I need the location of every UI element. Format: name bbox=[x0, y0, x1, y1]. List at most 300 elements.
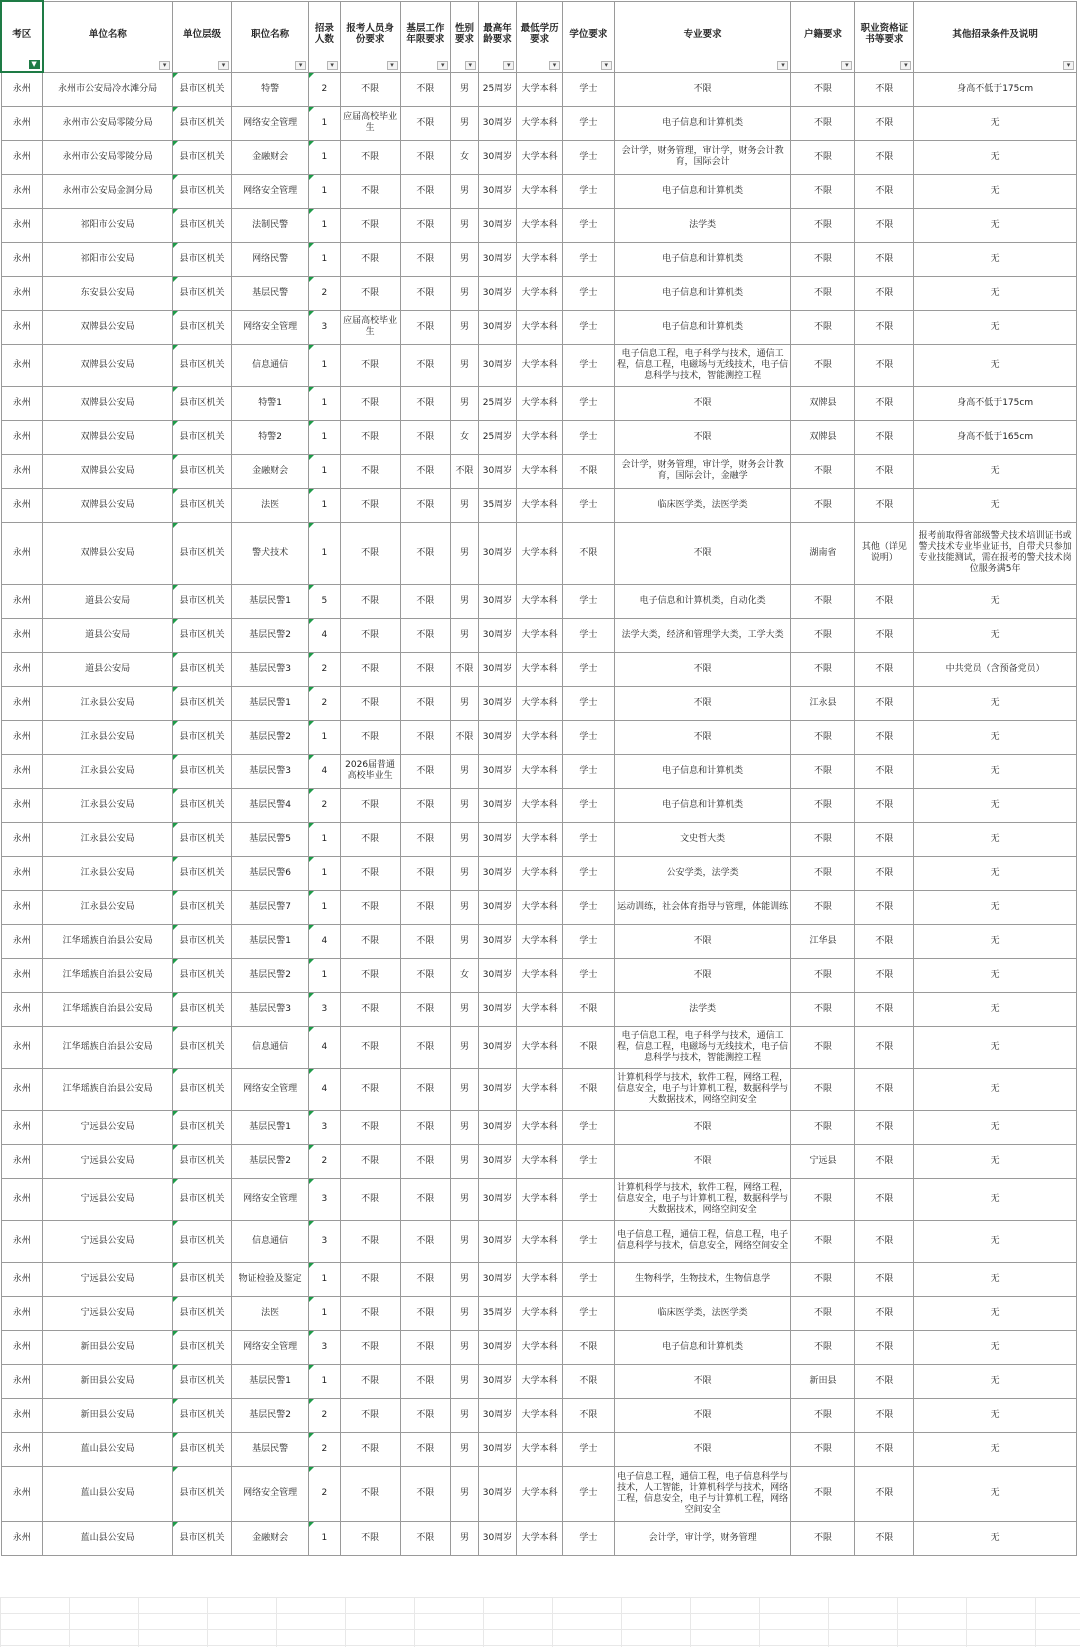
cell-degree[interactable]: 学士 bbox=[562, 1296, 614, 1330]
cell-district[interactable]: 永州 bbox=[1, 174, 43, 208]
cell-identity[interactable]: 不限 bbox=[340, 992, 400, 1026]
cell-unit[interactable]: 永州市公安局零陵分局 bbox=[43, 106, 173, 140]
cell-education[interactable]: 大学本科 bbox=[517, 822, 563, 856]
table-row[interactable] bbox=[1, 992, 1077, 1026]
cell-level[interactable]: 县市区机关 bbox=[173, 1364, 232, 1398]
cell-district[interactable]: 永州 bbox=[1, 242, 43, 276]
cell-unit[interactable]: 宁远县公安局 bbox=[43, 1296, 173, 1330]
table-row[interactable] bbox=[1, 822, 1077, 856]
cell-unit[interactable]: 蓝山县公安局 bbox=[43, 1521, 173, 1555]
cell-age[interactable]: 30周岁 bbox=[478, 106, 517, 140]
column-header-district[interactable] bbox=[1, 1, 43, 72]
cell-district[interactable]: 永州 bbox=[1, 856, 43, 890]
cell-hukou[interactable]: 不限 bbox=[791, 584, 855, 618]
cell-position[interactable]: 基层民警3 bbox=[232, 992, 309, 1026]
cell-district[interactable]: 永州 bbox=[1, 454, 43, 488]
cell-level[interactable]: 县市区机关 bbox=[173, 1432, 232, 1466]
cell-hukou[interactable]: 不限 bbox=[791, 1398, 855, 1432]
cell-age[interactable]: 30周岁 bbox=[478, 1110, 517, 1144]
cell-grassroots[interactable]: 不限 bbox=[400, 386, 451, 420]
cell-degree[interactable]: 学士 bbox=[562, 344, 614, 386]
cell-unit[interactable]: 永州市公安局零陵分局 bbox=[43, 140, 173, 174]
cell-age[interactable]: 30周岁 bbox=[478, 310, 517, 344]
cell-position[interactable]: 信息通信 bbox=[232, 1026, 309, 1068]
table-row[interactable] bbox=[1, 1144, 1077, 1178]
cell-unit[interactable]: 道县公安局 bbox=[43, 584, 173, 618]
cell-degree[interactable]: 学士 bbox=[562, 618, 614, 652]
cell-level[interactable]: 县市区机关 bbox=[173, 958, 232, 992]
filter-dropdown-icon[interactable]: ▾ bbox=[601, 61, 612, 70]
cell-district[interactable]: 永州 bbox=[1, 1330, 43, 1364]
cell-district[interactable]: 永州 bbox=[1, 924, 43, 958]
cell-major[interactable]: 不限 bbox=[614, 420, 791, 454]
cell-age[interactable]: 30周岁 bbox=[478, 584, 517, 618]
column-header-age[interactable] bbox=[478, 1, 517, 72]
table-row[interactable] bbox=[1, 1068, 1077, 1110]
cell-unit[interactable]: 蓝山县公安局 bbox=[43, 1432, 173, 1466]
cell-degree[interactable]: 学士 bbox=[562, 106, 614, 140]
cell-identity[interactable]: 不限 bbox=[340, 1364, 400, 1398]
cell-position[interactable]: 基层民警2 bbox=[232, 1144, 309, 1178]
cell-level[interactable]: 县市区机关 bbox=[173, 686, 232, 720]
cell-education[interactable]: 大学本科 bbox=[517, 720, 563, 754]
cell-hukou[interactable]: 不限 bbox=[791, 1068, 855, 1110]
cell-certificate[interactable]: 不限 bbox=[855, 1364, 914, 1398]
cell-education[interactable]: 大学本科 bbox=[517, 924, 563, 958]
table-row[interactable] bbox=[1, 1026, 1077, 1068]
filter-dropdown-icon[interactable]: ▾ bbox=[327, 61, 338, 70]
cell-identity[interactable]: 2026届普通高校毕业生 bbox=[340, 754, 400, 788]
cell-position[interactable]: 基层民警2 bbox=[232, 720, 309, 754]
cell-district[interactable]: 永州 bbox=[1, 584, 43, 618]
cell-degree[interactable]: 学士 bbox=[562, 140, 614, 174]
column-header-grassroots[interactable] bbox=[400, 1, 451, 72]
cell-major[interactable]: 不限 bbox=[614, 652, 791, 686]
cell-major[interactable]: 计算机科学与技术，软件工程，网络工程，信息安全，电子与计算机工程，数据科学与大数据技术，网络空间安全 bbox=[614, 1068, 791, 1110]
cell-major[interactable]: 电子信息和计算机类 bbox=[614, 310, 791, 344]
cell-unit[interactable]: 双牌县公安局 bbox=[43, 420, 173, 454]
cell-grassroots[interactable]: 不限 bbox=[400, 242, 451, 276]
cell-district[interactable]: 永州 bbox=[1, 652, 43, 686]
cell-education[interactable]: 大学本科 bbox=[517, 1110, 563, 1144]
table-row[interactable] bbox=[1, 1220, 1077, 1262]
cell-district[interactable]: 永州 bbox=[1, 1110, 43, 1144]
cell-grassroots[interactable]: 不限 bbox=[400, 618, 451, 652]
cell-other[interactable]: 无 bbox=[914, 788, 1077, 822]
cell-district[interactable]: 永州 bbox=[1, 720, 43, 754]
cell-education[interactable]: 大学本科 bbox=[517, 344, 563, 386]
cell-grassroots[interactable]: 不限 bbox=[400, 1398, 451, 1432]
cell-identity[interactable]: 不限 bbox=[340, 420, 400, 454]
cell-gender[interactable]: 男 bbox=[451, 924, 478, 958]
cell-count[interactable]: 1 bbox=[309, 208, 340, 242]
cell-other[interactable]: 无 bbox=[914, 618, 1077, 652]
filter-dropdown-icon[interactable]: ▾ bbox=[218, 61, 229, 70]
column-header-other[interactable] bbox=[914, 1, 1077, 72]
table-row[interactable] bbox=[1, 386, 1077, 420]
cell-education[interactable]: 大学本科 bbox=[517, 686, 563, 720]
cell-degree[interactable]: 学士 bbox=[562, 924, 614, 958]
cell-count[interactable]: 1 bbox=[309, 720, 340, 754]
cell-count[interactable]: 1 bbox=[309, 958, 340, 992]
cell-certificate[interactable]: 不限 bbox=[855, 454, 914, 488]
cell-education[interactable]: 大学本科 bbox=[517, 856, 563, 890]
cell-count[interactable]: 3 bbox=[309, 310, 340, 344]
filter-dropdown-icon[interactable]: ▾ bbox=[465, 61, 476, 70]
cell-hukou[interactable]: 不限 bbox=[791, 106, 855, 140]
cell-unit[interactable]: 双牌县公安局 bbox=[43, 522, 173, 584]
cell-major[interactable]: 法学大类，经济和管理学大类，工学大类 bbox=[614, 618, 791, 652]
cell-level[interactable]: 县市区机关 bbox=[173, 276, 232, 310]
cell-level[interactable]: 县市区机关 bbox=[173, 310, 232, 344]
filter-dropdown-icon[interactable]: ▾ bbox=[900, 61, 911, 70]
cell-grassroots[interactable]: 不限 bbox=[400, 174, 451, 208]
cell-district[interactable]: 永州 bbox=[1, 1432, 43, 1466]
cell-grassroots[interactable]: 不限 bbox=[400, 1220, 451, 1262]
cell-level[interactable]: 县市区机关 bbox=[173, 242, 232, 276]
cell-grassroots[interactable]: 不限 bbox=[400, 1144, 451, 1178]
cell-unit[interactable]: 江永县公安局 bbox=[43, 754, 173, 788]
cell-level[interactable]: 县市区机关 bbox=[173, 1068, 232, 1110]
table-row[interactable] bbox=[1, 584, 1077, 618]
cell-age[interactable]: 30周岁 bbox=[478, 174, 517, 208]
cell-age[interactable]: 30周岁 bbox=[478, 1144, 517, 1178]
cell-education[interactable]: 大学本科 bbox=[517, 1466, 563, 1521]
cell-grassroots[interactable]: 不限 bbox=[400, 344, 451, 386]
cell-count[interactable]: 1 bbox=[309, 822, 340, 856]
table-row[interactable] bbox=[1, 686, 1077, 720]
cell-certificate[interactable]: 不限 bbox=[855, 1330, 914, 1364]
cell-education[interactable]: 大学本科 bbox=[517, 522, 563, 584]
cell-district[interactable]: 永州 bbox=[1, 310, 43, 344]
cell-degree[interactable]: 学士 bbox=[562, 242, 614, 276]
cell-hukou[interactable]: 不限 bbox=[791, 1026, 855, 1068]
cell-district[interactable]: 永州 bbox=[1, 1144, 43, 1178]
cell-position[interactable]: 基层民警4 bbox=[232, 788, 309, 822]
cell-gender[interactable]: 男 bbox=[451, 386, 478, 420]
cell-hukou[interactable]: 不限 bbox=[791, 1521, 855, 1555]
table-row[interactable] bbox=[1, 754, 1077, 788]
cell-district[interactable]: 永州 bbox=[1, 890, 43, 924]
cell-other[interactable]: 无 bbox=[914, 1178, 1077, 1220]
cell-certificate[interactable]: 不限 bbox=[855, 924, 914, 958]
cell-certificate[interactable]: 不限 bbox=[855, 386, 914, 420]
cell-other[interactable]: 无 bbox=[914, 106, 1077, 140]
cell-gender[interactable]: 男 bbox=[451, 992, 478, 1026]
cell-position[interactable]: 金融财会 bbox=[232, 454, 309, 488]
cell-gender[interactable]: 女 bbox=[451, 140, 478, 174]
cell-age[interactable]: 30周岁 bbox=[478, 754, 517, 788]
table-row[interactable] bbox=[1, 1110, 1077, 1144]
cell-level[interactable]: 县市区机关 bbox=[173, 890, 232, 924]
cell-position[interactable]: 网络民警 bbox=[232, 242, 309, 276]
column-header-count[interactable] bbox=[309, 1, 340, 72]
cell-hukou[interactable]: 不限 bbox=[791, 276, 855, 310]
cell-gender[interactable]: 女 bbox=[451, 958, 478, 992]
cell-hukou[interactable]: 不限 bbox=[791, 1178, 855, 1220]
cell-education[interactable]: 大学本科 bbox=[517, 1296, 563, 1330]
cell-position[interactable]: 法医 bbox=[232, 488, 309, 522]
cell-identity[interactable]: 不限 bbox=[340, 958, 400, 992]
cell-count[interactable]: 1 bbox=[309, 1364, 340, 1398]
cell-district[interactable]: 永州 bbox=[1, 1521, 43, 1555]
cell-certificate[interactable]: 不限 bbox=[855, 1262, 914, 1296]
cell-gender[interactable]: 男 bbox=[451, 106, 478, 140]
table-row[interactable] bbox=[1, 310, 1077, 344]
cell-position[interactable]: 特警 bbox=[232, 72, 309, 106]
cell-other[interactable]: 无 bbox=[914, 488, 1077, 522]
cell-gender[interactable]: 男 bbox=[451, 788, 478, 822]
cell-gender[interactable]: 男 bbox=[451, 1178, 478, 1220]
cell-major[interactable]: 不限 bbox=[614, 1364, 791, 1398]
cell-level[interactable]: 县市区机关 bbox=[173, 106, 232, 140]
cell-unit[interactable]: 江永县公安局 bbox=[43, 720, 173, 754]
cell-hukou[interactable]: 不限 bbox=[791, 310, 855, 344]
cell-count[interactable]: 1 bbox=[309, 856, 340, 890]
cell-degree[interactable]: 学士 bbox=[562, 1110, 614, 1144]
cell-identity[interactable]: 不限 bbox=[340, 584, 400, 618]
cell-hukou[interactable]: 新田县 bbox=[791, 1364, 855, 1398]
cell-position[interactable]: 基层民警1 bbox=[232, 924, 309, 958]
cell-age[interactable]: 30周岁 bbox=[478, 822, 517, 856]
cell-age[interactable]: 30周岁 bbox=[478, 1068, 517, 1110]
cell-certificate[interactable]: 不限 bbox=[855, 174, 914, 208]
cell-identity[interactable]: 不限 bbox=[340, 822, 400, 856]
cell-certificate[interactable]: 不限 bbox=[855, 140, 914, 174]
cell-major[interactable]: 不限 bbox=[614, 386, 791, 420]
cell-age[interactable]: 30周岁 bbox=[478, 720, 517, 754]
cell-level[interactable]: 县市区机关 bbox=[173, 1296, 232, 1330]
cell-certificate[interactable]: 不限 bbox=[855, 1026, 914, 1068]
cell-district[interactable]: 永州 bbox=[1, 1026, 43, 1068]
cell-grassroots[interactable]: 不限 bbox=[400, 454, 451, 488]
cell-age[interactable]: 30周岁 bbox=[478, 1398, 517, 1432]
cell-unit[interactable]: 江永县公安局 bbox=[43, 856, 173, 890]
cell-identity[interactable]: 应届高校毕业生 bbox=[340, 106, 400, 140]
cell-other[interactable]: 无 bbox=[914, 754, 1077, 788]
cell-other[interactable]: 无 bbox=[914, 1521, 1077, 1555]
cell-grassroots[interactable]: 不限 bbox=[400, 420, 451, 454]
table-row[interactable] bbox=[1, 958, 1077, 992]
cell-identity[interactable]: 不限 bbox=[340, 344, 400, 386]
cell-count[interactable]: 3 bbox=[309, 992, 340, 1026]
cell-degree[interactable]: 不限 bbox=[562, 1330, 614, 1364]
cell-identity[interactable]: 不限 bbox=[340, 174, 400, 208]
cell-unit[interactable]: 江永县公安局 bbox=[43, 822, 173, 856]
cell-unit[interactable]: 江永县公安局 bbox=[43, 788, 173, 822]
cell-major[interactable]: 公安学类，法学类 bbox=[614, 856, 791, 890]
cell-count[interactable]: 1 bbox=[309, 344, 340, 386]
cell-hukou[interactable]: 不限 bbox=[791, 890, 855, 924]
cell-other[interactable]: 无 bbox=[914, 584, 1077, 618]
cell-other[interactable]: 无 bbox=[914, 1466, 1077, 1521]
cell-gender[interactable]: 男 bbox=[451, 242, 478, 276]
cell-gender[interactable]: 女 bbox=[451, 420, 478, 454]
cell-unit[interactable]: 双牌县公安局 bbox=[43, 454, 173, 488]
cell-level[interactable]: 县市区机关 bbox=[173, 1521, 232, 1555]
cell-identity[interactable]: 不限 bbox=[340, 1220, 400, 1262]
filter-dropdown-icon[interactable]: ▾ bbox=[549, 61, 560, 70]
cell-major[interactable]: 文史哲大类 bbox=[614, 822, 791, 856]
cell-other[interactable]: 身高不低于165cm bbox=[914, 420, 1077, 454]
cell-education[interactable]: 大学本科 bbox=[517, 454, 563, 488]
cell-age[interactable]: 35周岁 bbox=[478, 1296, 517, 1330]
column-header-unit[interactable] bbox=[43, 1, 173, 72]
cell-other[interactable]: 无 bbox=[914, 1220, 1077, 1262]
cell-identity[interactable]: 不限 bbox=[340, 924, 400, 958]
cell-education[interactable]: 大学本科 bbox=[517, 386, 563, 420]
cell-identity[interactable]: 应届高校毕业生 bbox=[340, 310, 400, 344]
cell-unit[interactable]: 江华瑶族自治县公安局 bbox=[43, 992, 173, 1026]
cell-certificate[interactable]: 不限 bbox=[855, 1178, 914, 1220]
cell-unit[interactable]: 道县公安局 bbox=[43, 652, 173, 686]
cell-hukou[interactable]: 不限 bbox=[791, 488, 855, 522]
cell-major[interactable]: 不限 bbox=[614, 924, 791, 958]
cell-identity[interactable]: 不限 bbox=[340, 1144, 400, 1178]
cell-district[interactable]: 永州 bbox=[1, 1364, 43, 1398]
cell-gender[interactable]: 男 bbox=[451, 822, 478, 856]
cell-level[interactable]: 县市区机关 bbox=[173, 1110, 232, 1144]
cell-count[interactable]: 1 bbox=[309, 1296, 340, 1330]
cell-degree[interactable]: 学士 bbox=[562, 208, 614, 242]
cell-other[interactable]: 无 bbox=[914, 276, 1077, 310]
cell-position[interactable]: 基层民警 bbox=[232, 1432, 309, 1466]
cell-count[interactable]: 5 bbox=[309, 584, 340, 618]
cell-unit[interactable]: 江华瑶族自治县公安局 bbox=[43, 1026, 173, 1068]
cell-level[interactable]: 县市区机关 bbox=[173, 652, 232, 686]
cell-identity[interactable]: 不限 bbox=[340, 454, 400, 488]
cell-certificate[interactable]: 不限 bbox=[855, 822, 914, 856]
cell-grassroots[interactable]: 不限 bbox=[400, 488, 451, 522]
cell-level[interactable]: 县市区机关 bbox=[173, 1330, 232, 1364]
cell-other[interactable]: 无 bbox=[914, 992, 1077, 1026]
cell-hukou[interactable]: 不限 bbox=[791, 1220, 855, 1262]
cell-degree[interactable]: 不限 bbox=[562, 1398, 614, 1432]
cell-unit[interactable]: 蓝山县公安局 bbox=[43, 1466, 173, 1521]
cell-degree[interactable]: 学士 bbox=[562, 174, 614, 208]
cell-age[interactable]: 30周岁 bbox=[478, 992, 517, 1026]
cell-grassroots[interactable]: 不限 bbox=[400, 1466, 451, 1521]
cell-grassroots[interactable]: 不限 bbox=[400, 276, 451, 310]
cell-certificate[interactable]: 不限 bbox=[855, 686, 914, 720]
cell-district[interactable]: 永州 bbox=[1, 618, 43, 652]
cell-education[interactable]: 大学本科 bbox=[517, 276, 563, 310]
cell-position[interactable]: 网络安全管理 bbox=[232, 1330, 309, 1364]
cell-certificate[interactable]: 不限 bbox=[855, 1398, 914, 1432]
cell-education[interactable]: 大学本科 bbox=[517, 1144, 563, 1178]
cell-grassroots[interactable]: 不限 bbox=[400, 140, 451, 174]
cell-education[interactable]: 大学本科 bbox=[517, 488, 563, 522]
cell-position[interactable]: 网络安全管理 bbox=[232, 310, 309, 344]
cell-certificate[interactable]: 不限 bbox=[855, 1144, 914, 1178]
cell-education[interactable]: 大学本科 bbox=[517, 1521, 563, 1555]
cell-hukou[interactable]: 不限 bbox=[791, 992, 855, 1026]
cell-hukou[interactable]: 不限 bbox=[791, 1110, 855, 1144]
cell-identity[interactable]: 不限 bbox=[340, 788, 400, 822]
cell-major[interactable]: 电子信息和计算机类 bbox=[614, 276, 791, 310]
cell-education[interactable]: 大学本科 bbox=[517, 72, 563, 106]
cell-grassroots[interactable]: 不限 bbox=[400, 924, 451, 958]
cell-education[interactable]: 大学本科 bbox=[517, 890, 563, 924]
cell-education[interactable]: 大学本科 bbox=[517, 1432, 563, 1466]
cell-position[interactable]: 基层民警 bbox=[232, 276, 309, 310]
cell-degree[interactable]: 学士 bbox=[562, 856, 614, 890]
cell-identity[interactable]: 不限 bbox=[340, 140, 400, 174]
cell-gender[interactable]: 男 bbox=[451, 174, 478, 208]
cell-position[interactable]: 信息通信 bbox=[232, 344, 309, 386]
cell-education[interactable]: 大学本科 bbox=[517, 618, 563, 652]
cell-district[interactable]: 永州 bbox=[1, 140, 43, 174]
cell-level[interactable]: 县市区机关 bbox=[173, 140, 232, 174]
cell-count[interactable]: 1 bbox=[309, 386, 340, 420]
cell-other[interactable]: 无 bbox=[914, 1110, 1077, 1144]
cell-unit[interactable]: 道县公安局 bbox=[43, 618, 173, 652]
cell-count[interactable]: 2 bbox=[309, 1466, 340, 1521]
table-row[interactable] bbox=[1, 420, 1077, 454]
cell-hukou[interactable]: 江永县 bbox=[791, 686, 855, 720]
cell-age[interactable]: 30周岁 bbox=[478, 140, 517, 174]
cell-major[interactable]: 不限 bbox=[614, 1398, 791, 1432]
cell-identity[interactable]: 不限 bbox=[340, 1432, 400, 1466]
cell-degree[interactable]: 不限 bbox=[562, 992, 614, 1026]
cell-district[interactable]: 永州 bbox=[1, 1178, 43, 1220]
cell-grassroots[interactable]: 不限 bbox=[400, 822, 451, 856]
cell-gender[interactable]: 男 bbox=[451, 488, 478, 522]
cell-identity[interactable]: 不限 bbox=[340, 1026, 400, 1068]
cell-age[interactable]: 30周岁 bbox=[478, 618, 517, 652]
cell-other[interactable]: 无 bbox=[914, 1296, 1077, 1330]
cell-position[interactable]: 网络安全管理 bbox=[232, 1178, 309, 1220]
table-row[interactable] bbox=[1, 106, 1077, 140]
cell-grassroots[interactable]: 不限 bbox=[400, 720, 451, 754]
cell-certificate[interactable]: 不限 bbox=[855, 958, 914, 992]
table-row[interactable] bbox=[1, 720, 1077, 754]
cell-major[interactable]: 电子信息和计算机类 bbox=[614, 242, 791, 276]
filter-dropdown-icon[interactable]: ▾ bbox=[295, 61, 306, 70]
cell-position[interactable]: 网络安全管理 bbox=[232, 106, 309, 140]
cell-gender[interactable]: 男 bbox=[451, 1262, 478, 1296]
cell-district[interactable]: 永州 bbox=[1, 208, 43, 242]
cell-district[interactable]: 永州 bbox=[1, 488, 43, 522]
cell-education[interactable]: 大学本科 bbox=[517, 1220, 563, 1262]
cell-grassroots[interactable]: 不限 bbox=[400, 1110, 451, 1144]
cell-education[interactable]: 大学本科 bbox=[517, 174, 563, 208]
cell-identity[interactable]: 不限 bbox=[340, 618, 400, 652]
cell-certificate[interactable]: 不限 bbox=[855, 1296, 914, 1330]
cell-hukou[interactable]: 不限 bbox=[791, 208, 855, 242]
cell-certificate[interactable]: 不限 bbox=[855, 72, 914, 106]
cell-age[interactable]: 35周岁 bbox=[478, 488, 517, 522]
cell-education[interactable]: 大学本科 bbox=[517, 242, 563, 276]
cell-position[interactable]: 网络安全管理 bbox=[232, 174, 309, 208]
cell-unit[interactable]: 江华瑶族自治县公安局 bbox=[43, 958, 173, 992]
cell-degree[interactable]: 学士 bbox=[562, 822, 614, 856]
cell-certificate[interactable]: 不限 bbox=[855, 652, 914, 686]
cell-age[interactable]: 30周岁 bbox=[478, 1466, 517, 1521]
cell-grassroots[interactable]: 不限 bbox=[400, 72, 451, 106]
cell-hukou[interactable]: 不限 bbox=[791, 140, 855, 174]
table-row[interactable] bbox=[1, 1466, 1077, 1521]
cell-level[interactable]: 县市区机关 bbox=[173, 386, 232, 420]
cell-count[interactable]: 1 bbox=[309, 890, 340, 924]
cell-degree[interactable]: 学士 bbox=[562, 652, 614, 686]
cell-degree[interactable]: 学士 bbox=[562, 1178, 614, 1220]
cell-other[interactable]: 无 bbox=[914, 454, 1077, 488]
cell-gender[interactable]: 男 bbox=[451, 1398, 478, 1432]
cell-count[interactable]: 2 bbox=[309, 1398, 340, 1432]
table-row[interactable] bbox=[1, 1398, 1077, 1432]
cell-hukou[interactable]: 不限 bbox=[791, 1262, 855, 1296]
